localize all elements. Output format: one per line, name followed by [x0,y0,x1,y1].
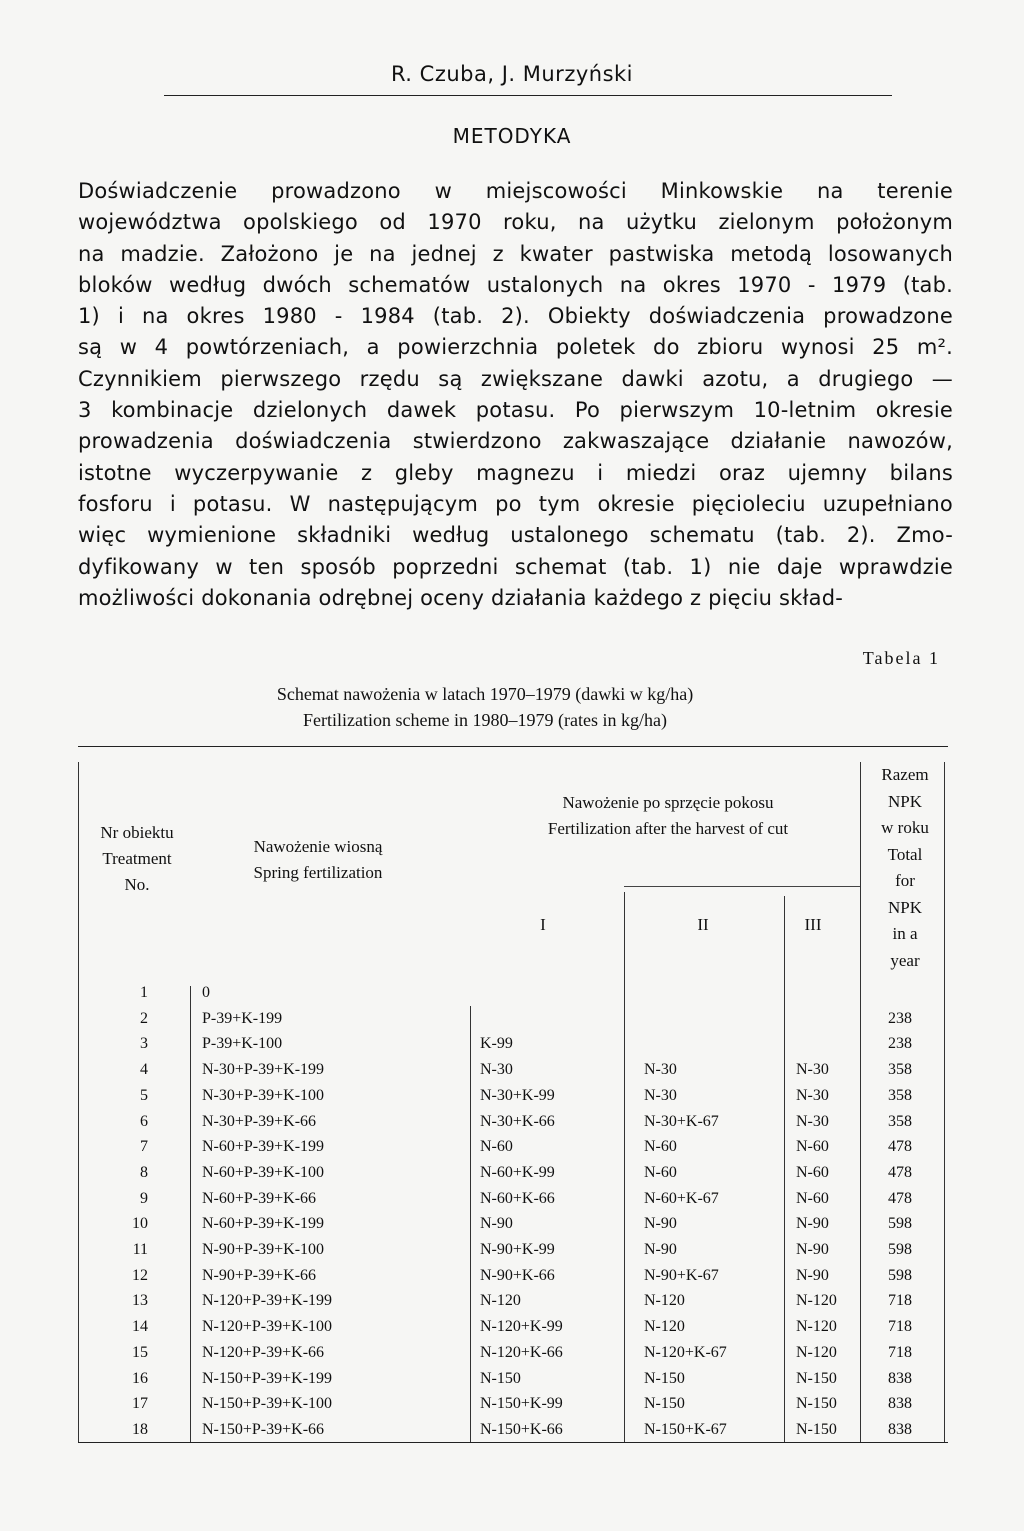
cell-spring: N-120+P-39+K-100 [202,1318,333,1336]
cell-cut-1: N-90+K-99 [480,1241,555,1258]
cell-cut-1: N-150+K-66 [480,1420,563,1438]
cell-treatment-number: 9 [140,1189,148,1207]
header-spring-fertilization [208,834,428,886]
cell-spring: N-120+P-39+K-66 [202,1343,325,1361]
paragraph-line: są w 4 powtórzeniach, a powierzchnia poletek do zbioru wynosi 25 m². [78,335,953,360]
table-row [78,1370,948,1396]
cell-total-npk: 358 [888,1061,912,1079]
table-row [78,1087,948,1113]
cell-spring: N-150+P-39+K-100 [202,1395,333,1413]
cell-cut-3: N-150 [796,1395,837,1413]
header-text: in a [892,924,918,943]
paragraph-line: dyfikowany w ten sposób poprzedni schemat (tab. 1) nie daje wprawdzie [78,554,953,579]
cell-spring: N-150+P-39+K-199 [202,1369,333,1387]
paragraph-line: prowadzenia doświadczenia stwierdzono zakwaszające działanie nawozów, [78,429,953,454]
header-text: Nawożenie wiosną [253,837,383,856]
cell-spring: N-150+P-39+K-66 [202,1420,325,1438]
table-row [78,1035,948,1061]
cell-cut-3: N-30 [796,1061,829,1079]
paragraph-line: 1) i na okres 1980 - 1984 (tab. 2). Obiekty doświadczenia prowadzone [78,304,953,329]
cell-treatment-number: 4 [140,1061,148,1079]
cell-treatment-number: 1 [140,984,148,1001]
table-label: Tabela 1 [862,648,940,668]
cell-cut-1: N-60+K-99 [480,1163,555,1181]
cell-total-npk: 598 [888,1266,912,1284]
subheader-rule [624,886,860,887]
cell-spring: P-39+K-100 [202,1035,283,1053]
cell-treatment-number: 14 [132,1318,148,1336]
cell-cut-2: N-60 [644,1163,677,1181]
cell-treatment-number: 12 [132,1266,148,1284]
paragraph-line: województwa opolskiego od 1970 roku, na użytku zielonym położonym [78,210,953,235]
header-text: Total [887,844,923,864]
header-text: Spring fertilization [253,863,383,882]
cell-cut-3: N-120 [796,1343,837,1361]
cell-cut-1: N-30+K-99 [480,1086,555,1104]
header-after-harvest [476,790,860,842]
header-text: No. [124,875,150,894]
cell-cut-1: N-90 [480,1215,513,1233]
cell-cut-1: N-60 [480,1138,513,1156]
cell-treatment-number: 15 [132,1343,148,1361]
header-cut-2: II [697,915,709,934]
cell-cut-2: N-30 [644,1061,677,1079]
cell-spring: N-30+P-39+K-66 [202,1112,317,1130]
cell-cut-2: N-60+K-67 [644,1189,719,1207]
cell-treatment-number: 2 [140,1009,148,1027]
cell-total-npk: 838 [888,1420,912,1438]
cell-spring: N-60+P-39+K-199 [202,1138,325,1156]
cell-total-npk: 598 [888,1215,912,1233]
cell-treatment-number: 18 [132,1420,148,1438]
cell-cut-3: N-150 [796,1369,837,1387]
cell-cut-2: N-120 [644,1318,685,1336]
cell-cut-2: N-90+K-67 [644,1266,719,1284]
table-row [78,1215,948,1241]
paragraph-line: fosforu i potasu. W następującym po tym okresie pięcioleciu uzupełniano [78,491,953,516]
cell-cut-1: N-30+K-66 [480,1112,555,1130]
header-cut-1: I [540,915,546,934]
cell-cut-3: N-60 [796,1163,829,1181]
running-header: R. Czuba, J. Murzyński [390,62,634,86]
cell-cut-2: N-150+K-67 [644,1420,727,1438]
cell-cut-3: N-60 [796,1189,829,1207]
header-text: Nawożenie po sprzęcie pokosu [562,793,774,812]
cell-treatment-number: 3 [140,1035,148,1053]
table-top-rule [78,746,948,747]
table-row [78,1241,948,1267]
cell-cut-2: N-150 [644,1369,685,1387]
table-row [78,1010,948,1036]
header-text: NPK [887,791,922,811]
cell-total-npk: 238 [888,1009,912,1027]
paragraph-line: Czynnikiem pierwszego rzędu są zwiększane dawki azotu, a drugiego — [78,366,953,391]
paragraph-line: 3 kombinacje dzielonych dawek potasu. Po pierwszym 10-letnim okresie [78,398,953,423]
cell-total-npk: 358 [888,1112,912,1130]
cell-spring: P-39+K-199 [202,1009,283,1027]
paragraph-line: istotne wyczerpywanie z gleby magnezu i miedzi oraz ujemny bilans [78,460,953,485]
cell-total-npk: 718 [888,1292,912,1310]
paragraph-line: Doświadczenie prowadzono w miejscowości Minkowskie na terenie [78,179,953,203]
paragraph-line: bloków według dwóch schematów ustalonych na okres 1970 - 1979 (tab. [78,272,953,297]
table-row [78,1164,948,1190]
cell-total-npk: 718 [888,1343,912,1361]
cell-spring: N-90+P-39+K-66 [202,1266,317,1284]
cell-treatment-number: 13 [132,1292,148,1310]
cell-cut-1: N-150+K-99 [480,1395,563,1413]
header-text: year [890,950,920,970]
cell-treatment-number: 8 [140,1163,148,1181]
table-row [78,1138,948,1164]
paragraph-line: możliwości dokonania odrębnej oceny działania każdego z pięciu skład- [78,585,844,610]
cell-cut-1: N-120+K-66 [480,1343,563,1361]
table-bottom-rule [78,1442,948,1443]
cell-cut-1: N-90+K-66 [480,1266,555,1284]
cell-total-npk: 718 [888,1318,912,1336]
cell-cut-3: N-30 [796,1086,829,1104]
cell-spring: N-60+P-39+K-100 [202,1163,325,1181]
table-row [78,1061,948,1087]
cell-cut-3: N-30 [796,1112,829,1130]
cell-cut-1: K-99 [480,1035,513,1053]
table-row [78,1292,948,1318]
cell-cut-2: N-60 [644,1138,677,1156]
cell-spring: N-90+P-39+K-100 [202,1241,325,1258]
header-total-npk [860,762,950,974]
cell-cut-3: N-150 [796,1420,837,1438]
cell-total-npk: 478 [888,1163,912,1181]
cell-spring: N-30+P-39+K-100 [202,1086,325,1104]
table-row [78,1267,948,1293]
header-cut-3: III [804,915,822,934]
cell-cut-2: N-30 [644,1086,677,1104]
header-text: w roku [881,818,929,837]
header-treatment-number [78,820,196,898]
cell-treatment-number: 11 [132,1241,148,1258]
cell-cut-2: N-90 [644,1215,677,1233]
cell-cut-1: N-60+K-66 [480,1189,555,1207]
header-text: Fertilization after the harvest of cut [547,819,789,838]
header-text: Razem [881,765,929,784]
cell-cut-3: N-120 [796,1318,837,1336]
cell-treatment-number: 16 [132,1369,148,1387]
table-row [78,1395,948,1421]
cell-cut-3: N-90 [796,1241,829,1258]
table-caption-polish: Schemat nawożenia w latach 1970–1979 (dawki w kg/ha) [276,684,694,704]
cell-spring: 0 [202,984,210,1001]
cell-total-npk: 358 [888,1086,912,1104]
cell-total-npk: 838 [888,1369,912,1387]
cell-cut-2: N-120 [644,1292,685,1310]
cell-spring: N-60+P-39+K-66 [202,1189,317,1207]
cell-cut-1: N-30 [480,1061,513,1079]
section-title: METODYKA [452,124,572,148]
cell-spring: N-120+P-39+K-199 [202,1292,333,1310]
paragraph-line: na madzie. Założono je na jednej z kwater pastwiska metodą losowanych [78,241,953,266]
cell-total-npk: 238 [888,1035,912,1053]
cell-treatment-number: 7 [140,1138,148,1156]
cell-cut-2: N-30+K-67 [644,1112,719,1130]
cell-spring: N-60+P-39+K-199 [202,1215,325,1233]
body-paragraph [78,176,953,614]
cell-total-npk: 838 [888,1395,912,1413]
table-row [78,1318,948,1344]
cell-treatment-number: 5 [140,1086,148,1104]
cell-cut-1: N-120 [480,1292,521,1310]
header-text: Treatment [102,849,172,868]
cell-cut-3: N-90 [796,1215,829,1233]
header-text: NPK [887,897,922,917]
cell-cut-3: N-60 [796,1138,829,1156]
paragraph-line: więc wymienione składniki według ustalonego schematu (tab. 2). Zmo- [78,523,953,548]
header-text: for [895,871,915,890]
cell-treatment-number: 6 [140,1112,148,1130]
header-text: Nr obiektu [100,823,174,842]
cell-cut-1: N-150 [480,1369,521,1387]
cell-cut-2: N-150 [644,1395,685,1413]
table-caption-english: Fertilization scheme in 1980–1979 (rates in kg/ha) [303,710,667,730]
cell-total-npk: 598 [888,1241,912,1258]
cell-treatment-number: 17 [132,1395,148,1413]
table-row [78,984,948,1010]
cell-total-npk: 478 [888,1189,912,1207]
cell-cut-2: N-90 [644,1241,677,1258]
cell-treatment-number: 10 [132,1215,148,1233]
table-row [78,1190,948,1216]
cell-cut-2: N-120+K-67 [644,1343,727,1361]
header-rule [164,95,892,96]
cell-cut-3: N-90 [796,1266,829,1284]
table-row [78,1344,948,1370]
cell-cut-3: N-120 [796,1292,837,1310]
cell-spring: N-30+P-39+K-199 [202,1061,325,1079]
cell-total-npk: 478 [888,1138,912,1156]
table-row [78,1113,948,1139]
cell-cut-1: N-120+K-99 [480,1318,563,1336]
